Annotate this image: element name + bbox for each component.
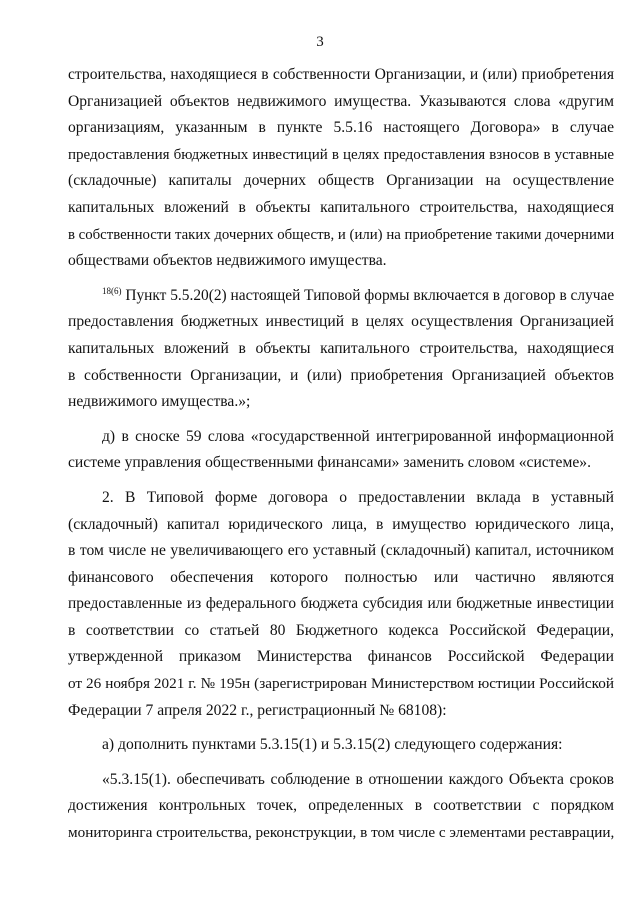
text-line-fragment: Пункт 5.5.20(2) настоящей Типовой формы включается в договор в случае <box>121 286 615 304</box>
text-line: (складочный) капитал юридического лица, в имущество юридического лица, <box>68 515 614 533</box>
text-line: недвижимого имущества.»; <box>68 393 251 411</box>
text-line: строительства, находящиеся в собственности Организации, и (или) приобретения <box>68 66 614 83</box>
paragraph-5-3-15-1 <box>68 767 614 847</box>
text-line-first: «5.3.15(1). обеспечивать соблюдение в отношении каждого Объекта сроков <box>102 770 614 788</box>
paragraph-item-a <box>68 732 614 759</box>
text-line: в том числе не увеличивающего его уставный (складочный) капитал, источником <box>68 542 614 560</box>
text-line: в соответствии со статьей 80 Бюджетного кодекса Российской Федерации, <box>68 621 614 639</box>
text-line-first: а) дополнить пунктами 5.3.15(1) и 5.3.15(2) следующего содержания: <box>102 736 563 754</box>
paragraph-footnote-18-6 <box>68 283 614 416</box>
text-line: в собственности таких дочерних обществ, и (или) на приобретение такими дочерними <box>68 226 615 243</box>
text-line: Организацией объектов недвижимого имущества. Указываются слова «другим <box>68 92 614 110</box>
text-line-first: д) в сноске 59 слова «государственной интегрированной информационной <box>102 427 614 445</box>
text-line: предоставленные из федерального бюджета субсидия или бюджетные инвестиции <box>68 595 614 613</box>
page-number: 3 <box>316 34 324 50</box>
text-line: организациям, указанным в пункте 5.5.16 настоящего Договора» в случае <box>68 119 614 137</box>
text-line: предоставления бюджетных инвестиций в целях осуществления Организацией <box>68 313 614 331</box>
text-line-first <box>68 283 614 310</box>
footnote-marker: 18(6) <box>102 285 122 296</box>
paragraph-item-d <box>68 424 614 477</box>
text-line: системе управления общественными финансами» заменить словом «системе». <box>68 454 591 472</box>
text-line-first: 2. В Типовой форме договора о предоставлении вклада в уставный <box>102 488 614 506</box>
text-line: в собственности Организации, и (или) приобретения Организацией объектов <box>68 366 614 384</box>
text-line: обществами объектов недвижимого имущества. <box>68 252 387 270</box>
text-line: достижения контрольных точек, определенных в соответствии с порядком <box>68 797 614 815</box>
text-line: Федерации 7 апреля 2022 г., регистрационный № 68108): <box>68 701 447 719</box>
text-line: утвержденной приказом Министерства финансов Российской Федерации <box>68 648 614 666</box>
text-line: предоставления бюджетных инвестиций в целях предоставления взносов в уставные <box>68 146 614 163</box>
text-line: (складочные) капиталы дочерних обществ Организации на осуществление <box>68 172 614 190</box>
text-line: капитальных вложений в объекты капитального строительства, находящиеся <box>68 339 614 357</box>
text-line: финансового обеспечения которого полностью или частично являются <box>68 568 614 586</box>
text-line: мониторинга строительства, реконструкции, в том числе с элементами реставрации, <box>68 824 615 842</box>
text-line: от 26 ноября 2021 г. № 195н (зарегистрирован Министерством юстиции Российской <box>68 675 614 693</box>
paragraph-1 <box>68 62 614 275</box>
text-line: капитальных вложений в объекты капитального строительства, находящиеся <box>68 198 614 216</box>
document-body <box>68 62 614 847</box>
paragraph-section-2 <box>68 485 614 724</box>
